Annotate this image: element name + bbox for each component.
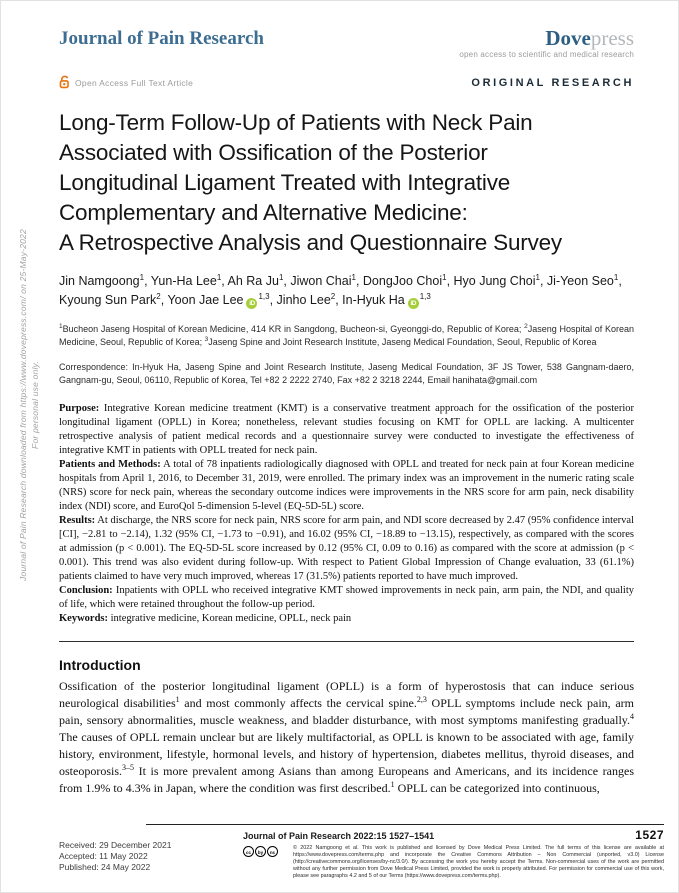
footer-right-block [146,824,664,880]
orcid-icon[interactable]: iD [246,298,257,309]
abstract-conclusion [59,584,634,612]
abstract-results [59,514,634,584]
abstract-purpose-label: Purpose: [59,403,100,414]
page-footer [59,824,664,880]
abstract-results-label: Results: [59,515,96,526]
abstract-conclusion-label: Conclusion: [59,585,113,596]
non-commercial-icon: nc [267,846,278,857]
accepted-date: Accepted: 11 May 2022 [59,851,148,861]
abstract-methods [59,458,634,514]
orcid-icon[interactable]: iD [408,298,419,309]
author-list: Jin Namgoong$^1$, Yun-Ha Lee$^1$, Ah Ra Ju$^1$, Jiwon Chai$^1$, DongJoo Choi$^1$, Hyo Jung Choi$^1$, Ji-Yeon Seo$^1$, Kyoung Sun Park$^2$, Yoon Jae Lee iD$^{1,3}$, Jinho Lee$^2$, In-Hyuk Ha iD$^{1,3}$ [59,272,622,307]
download-watermark [17,161,41,649]
open-access-icon [59,75,70,91]
abstract-purpose [59,402,634,458]
abstract-purpose-text: Integrative Korean medicine treatment (KMT) is a conservative treatment approach for the ossification of the posterior longitudinal ligament (OPLL) in Korea; nonetheless, relevant studies focusing on KMT for OPLL are lacking. A multicenter retrospective analysis of patient medical records and a questionnaire survey were conducted to investigate the effectiveness of integrative KMT in patients with OPLL treated for neck pain. [59,403,634,456]
dovepress-logo-bold: Dove [545,26,591,50]
cc-license-icons[interactable] [243,845,287,880]
introduction-paragraph: Ossification of the posterior longitudinal ligament (OPLL) is a form of hyperostosis that can induce serious neurological disabilities$^1$ and most commonly affects the cervical spine.$^{2,3}$ OPLL symptoms include neck pain, arm pain, sensory abnormalities, muscle weakness, and bladder disturbance, with most symptoms manifesting gradually.$^4$ The causes of OPLL remain unclear but are likely multifactorial, as OPLL is known to be associated with age, family history, environment, lifestyle, hormonal levels, and history of hypertension, diabetes mellitus, thyroid diseases, and osteoporosis.$^{3-5}$ It is more prevalent among Asians than among Europeans and Americans, and its incidence ranges from 1.9% to 4.3% in Japan, where the condition was first described.$^1$ OPLL can be categorized into continuous, [59,679,634,795]
correspondence: Correspondence: In-Hyuk Ha, Jaseng Spine and Joint Research Institute, Jaseng Medical Foundation, 3F JS Tower, 538 Gangnam-daero, Gangnam-gu, Seoul, 06110, Republic of Korea, Tel +82 2 2222 2740, Fax +82 2 3218 2244, Email hanihata@gmail.com [59,362,634,385]
open-access-badge[interactable] [59,75,193,91]
creative-commons-icon: cc [243,846,254,857]
abstract-results-text: At discharge, the NRS score for neck pain, NRS score for arm pain, and NDI score decreased by 2.47 (95% confidence interval [CI], −2.81 to −2.14), 1.32 (95% CI, −1.73 to −0.91), and 16.02 (95% CI, −18.89 to −13.15), respectively, as compared with the scores at admission (p < 0.001). The EQ-5D-5L score increased by 0.12 (95% CI, 0.09 to 0.16) as compared with the score at admission (p < 0.001). This trend was also evident during follow-up. With respect to Patient Global Impression of Change evaluation, 33 (61.1%) patients claimed to have very much improved, whereas 17 (31.5%) patients reported to have much improved. [59,515,634,582]
publisher-tagline: open access to scientific and medical research [459,50,634,59]
article-dates [59,824,172,880]
affiliations: $^1$Bucheon Jaseng Hospital of Korean Medicine, 414 KR in Sangdong, Bucheon-si, Gyeonggi-do, Republic of Korea; $^2$Jaseng Hospital of Korean Medicine, Seoul, Republic of Korea; $^3$Jaseng Spine and Joint Research Institute, Jaseng Medical Foundation, Seoul, Republic of Korea [59,323,634,347]
abstract-conclusion-text: Inpatients with OPLL who received integrative KMT showed improvements in neck pain, arm pain, the NDI, and quality of life, which were retained throughout the follow-up period. [59,585,635,610]
introduction-heading: Introduction [59,657,141,673]
journal-name[interactable]: Journal of Pain Research [59,28,264,49]
published-date: Published: 24 May 2022 [59,862,151,872]
license-text: © 2022 Namgoong et al. This work is published and licensed by Dove Medical Press Limited. The full terms of this license are available at https://www.dovepress.com/terms.php and incorporate the Creative Commons Attribution – Non Commercial (unported, v3.0) License (http://creativecommons.org/licenses/by-nc/3.0/). By accessing the work you hereby accept the Terms. Non-commercial uses of the work are permitted without any further permission from Dove Medical Press Limited, provided the work is properly attributed. For permission for commercial use of this work, please see paragraphs 4.2 and 5 of our Terms (https://www.dovepress.com/terms.php). [293,845,664,879]
abstract-methods-label: Patients and Methods: [59,459,161,470]
watermark-line1: Journal of Pain Research downloaded from https://www.dovepress.com/ on 25-May-2022 [18,229,28,581]
dovepress-logo-light: press [590,26,634,50]
open-access-label: Open Access Full Text Article [75,78,194,88]
main-content [59,1,634,797]
dovepress-logo[interactable] [459,28,634,48]
abstract [59,402,634,626]
abstract-keywords [59,612,634,626]
received-date: Received: 29 December 2021 [59,840,172,850]
article-title: Long-Term Follow-Up of Patients with Neck Pain Associated with Ossification of the Posterior Longitudinal Ligament Treated with Integrative Complementary and Alternative Medicine: A Retrospective Analysis and Questionnaire Survey [59,110,562,255]
abstract-keywords-label: Keywords: [59,613,108,624]
license-row [243,845,664,880]
page-number: 1527 [635,828,664,842]
section-divider [59,641,634,642]
article-type-label: ORIGINAL RESEARCH [471,77,634,89]
article-meta-row [59,75,634,91]
attribution-icon: by [255,846,266,857]
abstract-keywords-text: integrative medicine, Korean medicine, OPLL, neck pain [110,613,352,624]
page-header [59,28,634,59]
abstract-methods-text: A total of 78 inpatients radiologically diagnosed with OPLL and treated for neck pain at four Korean medicine hospitals from April 1, 2016, to December 31, 2019, were enrolled. The primary index was an improvement in the numeric rating scale (NRS) score for neck pain, whereas the secondary outcome indices were improvements in the NRS score for arm pain, neck disability index (NDI) score, and EuroQol 5-dimension 5-level (EQ-5D-5L) score. [59,459,635,512]
citation-row [243,828,664,842]
journal-citation: Journal of Pain Research 2022:15 1527–1541 [243,831,435,841]
watermark-line2: For personal use only. [30,361,40,449]
publisher-block [459,28,634,59]
